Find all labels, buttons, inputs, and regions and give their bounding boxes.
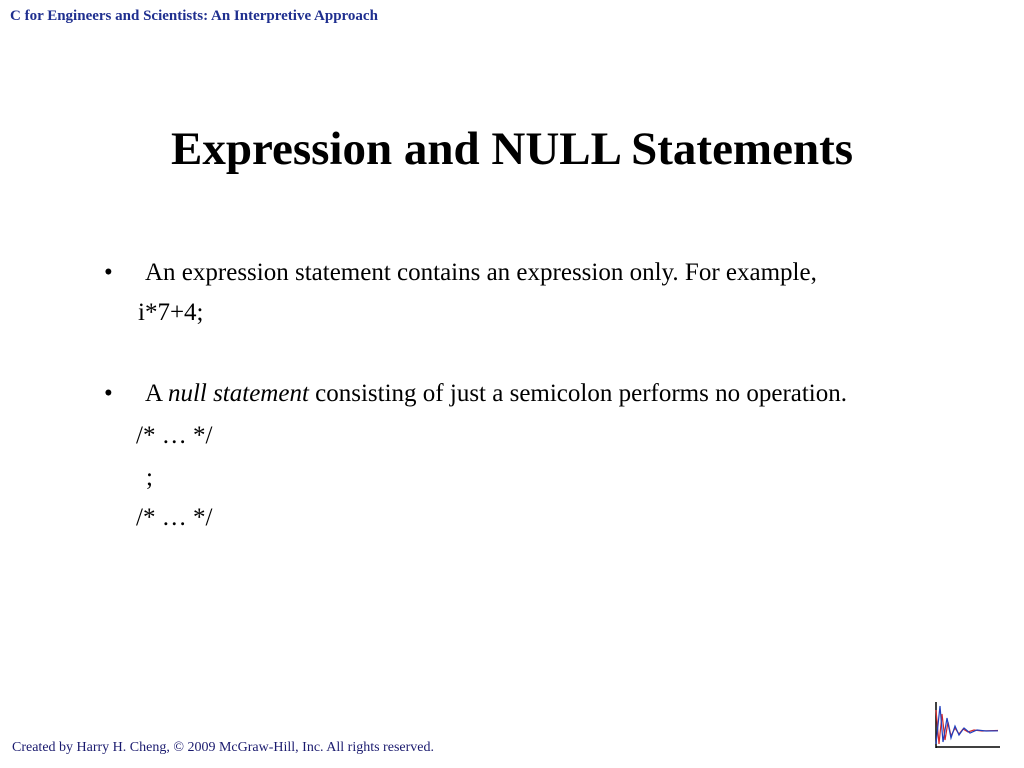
code-line: ;: [146, 464, 153, 491]
book-title: C for Engineers and Scientists: An Interpretive Approach: [10, 8, 378, 24]
bullet-marker: •: [104, 380, 113, 407]
damped-oscillation-plot-logo: [930, 700, 1002, 752]
code-line: i*7+4;: [138, 299, 204, 326]
bullet-marker: •: [104, 259, 113, 286]
bullet-text: An expression statement contains an expression only. For example,: [145, 259, 817, 286]
bullet-text: [145, 378, 847, 410]
footer-credit: Created by Harry H. Cheng, © 2009 McGraw-Hill, Inc. All rights reserved.: [12, 740, 434, 755]
emphasized-term: null statement: [167, 380, 309, 407]
bullet-text-prefix: A: [145, 380, 168, 407]
slide-title: Expression and NULL Statements: [170, 123, 854, 175]
bullet-text-suffix: consisting of just a semicolon performs no operation.: [308, 380, 848, 407]
code-line: /* … */: [136, 504, 213, 531]
code-line: /* … */: [136, 422, 213, 449]
